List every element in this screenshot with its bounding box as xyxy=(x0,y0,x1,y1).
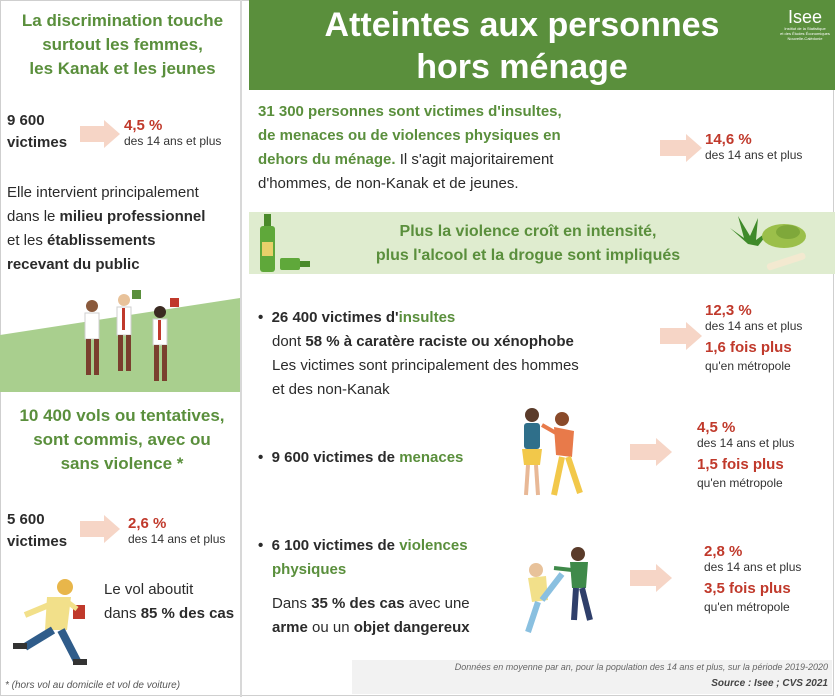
violences-bold: arme xyxy=(272,619,308,636)
violences-stats xyxy=(704,543,801,614)
source: Source : Isee ; CVS 2021 xyxy=(711,678,828,689)
menaces-stats xyxy=(697,419,794,490)
context-line: recevant du public xyxy=(7,256,140,273)
title-line: Atteintes aux personnes xyxy=(324,6,720,44)
intro-line: 31 300 personnes sont victimes d'insultes, xyxy=(258,103,562,120)
insultes-stats xyxy=(705,302,802,373)
intro-line: d'hommes, de non-Kanak et de jeunes. xyxy=(258,175,519,192)
logo-sub: Institut de la Statistique xyxy=(784,26,826,31)
discrim-title-line: La discrimination touche xyxy=(21,11,224,30)
menaces-illustration xyxy=(510,405,610,501)
logo-sub: Nouvelle-Calédonie xyxy=(787,36,823,41)
title-line: hors ménage xyxy=(416,48,628,86)
cannabis-leaf-icon xyxy=(728,214,808,274)
vols-victims-label: victimes xyxy=(7,533,68,550)
intro-green: dehors du ménage. xyxy=(258,151,396,168)
intro-pct-sub: des 14 ans et plus xyxy=(705,148,803,162)
context-line xyxy=(7,229,237,253)
insultes-fois-sub: qu'en métropole xyxy=(705,359,791,373)
menaces-fois: 1,5 fois plus xyxy=(697,456,784,473)
violences-line xyxy=(258,616,518,640)
context-bold: établissements xyxy=(47,232,156,249)
discrim-title-line: surtout les femmes, xyxy=(42,35,203,54)
violences-fois-sub: qu'en métropole xyxy=(704,600,790,614)
insultes-text: 26 400 victimes d' xyxy=(271,309,399,326)
violences-text: avec une xyxy=(404,595,470,612)
discrimination-title xyxy=(10,9,235,81)
insultes-line: Les victimes sont principalement des hommes xyxy=(272,357,579,374)
violences-line xyxy=(258,592,518,616)
context-text: et les xyxy=(7,232,48,249)
insultes-pct: 12,3 % xyxy=(705,302,752,319)
vol-aboutit-bold: 85 % des cas xyxy=(140,605,235,622)
vols-pct: 2,6 % xyxy=(128,515,167,532)
insultes-pct-sub: des 14 ans et plus xyxy=(705,319,803,333)
footnote: * (hors vol au domicile et vol de voiture) xyxy=(5,680,181,691)
violences-green: violences xyxy=(399,537,468,554)
insultes-fois: 1,6 fois plus xyxy=(705,339,792,356)
intro-rest: Il s'agit majoritairement xyxy=(395,151,554,168)
isee-logo xyxy=(780,8,830,41)
alcohol-line: plus l'alcool et la drogue sont impliqués xyxy=(375,247,681,264)
menaces-fois-sub: qu'en métropole xyxy=(697,476,783,490)
violences-block xyxy=(258,534,518,640)
vols-title-line: sont commis, avec ou xyxy=(33,430,211,449)
vol-aboutit-line: Le vol aboutit xyxy=(104,581,194,598)
intro-line xyxy=(258,148,658,172)
violences-text: Dans xyxy=(272,595,312,612)
insultes-text: dont xyxy=(272,333,306,350)
violences-bold: objet dangereux xyxy=(353,619,470,636)
alcohol-line: Plus la violence croît en intensité, xyxy=(399,223,657,240)
page-title xyxy=(252,4,792,88)
menaces-pct-sub: des 14 ans et plus xyxy=(697,436,795,450)
intro-line: de menaces ou de violences physiques en xyxy=(258,127,561,144)
running-thief-icon xyxy=(5,575,100,670)
violences-bold: 35 % des cas xyxy=(311,595,405,612)
context-line: Elle intervient principalement xyxy=(7,184,199,201)
menaces-pct: 4,5 % xyxy=(697,419,736,436)
vols-title-line: sans violence * xyxy=(60,454,184,473)
beer-bottle-icon xyxy=(258,214,313,274)
drug-illustration xyxy=(728,214,808,274)
intro-pct-block xyxy=(705,131,802,162)
vols-pct-block xyxy=(128,515,225,546)
vol-aboutit xyxy=(104,578,234,626)
violences-text: 6 100 victimes de xyxy=(271,537,400,554)
discrim-victims-label: victimes xyxy=(7,134,68,151)
insultes-bold: 58 % à caratère raciste ou xénophobe xyxy=(305,333,574,350)
discrimination-illustration xyxy=(0,290,240,392)
violences-fois: 3,5 fois plus xyxy=(704,580,791,597)
fighting-people-icon xyxy=(518,540,613,640)
discrim-context xyxy=(7,181,237,277)
insultes-block xyxy=(258,306,678,402)
discrim-pct-sub: des 14 ans et plus xyxy=(124,134,222,148)
insultes-line: et des non-Kanak xyxy=(272,381,390,398)
vols-title xyxy=(6,404,238,476)
threatening-people-icon xyxy=(510,405,610,501)
violences-line: • 6 100 victimes de violences xyxy=(258,537,468,554)
violences-pct-sub: des 14 ans et plus xyxy=(704,560,802,574)
discrim-pct: 4,5 % xyxy=(124,117,163,134)
intro-text xyxy=(258,100,658,196)
thief-illustration xyxy=(5,575,100,670)
vols-pct-sub: des 14 ans et plus xyxy=(128,532,226,546)
discrim-title-line: les Kanak et les jeunes xyxy=(29,59,216,78)
discrim-pct-block xyxy=(124,117,221,148)
beer-illustration xyxy=(258,214,313,274)
vols-title-line: 10 400 vols ou tentatives, xyxy=(19,406,225,425)
insultes-green: insultes xyxy=(398,309,456,326)
source-note: Données en moyenne par an, pour la population des 14 ans et plus, sur la période 2019-2020 xyxy=(454,662,828,672)
menaces-text: 9 600 victimes de xyxy=(271,449,400,466)
insultes-line: • 26 400 victimes d'insultes xyxy=(258,309,456,326)
alcohol-title xyxy=(318,220,738,268)
vols-victims-count: 5 600 xyxy=(7,511,45,528)
discrim-victims-count: 9 600 xyxy=(7,112,45,129)
vol-aboutit-text: dans xyxy=(104,605,141,622)
violences-illustration xyxy=(518,540,613,640)
business-people-icon xyxy=(0,290,240,392)
violences-pct: 2,8 % xyxy=(704,543,743,560)
insultes-line xyxy=(258,330,678,354)
context-text: dans le xyxy=(7,208,60,225)
logo-sub: et des Études Économiques xyxy=(780,31,830,36)
context-line xyxy=(7,205,237,229)
vol-aboutit-line xyxy=(104,602,234,626)
vols-victims xyxy=(7,509,67,553)
discrim-victims xyxy=(7,110,67,154)
violences-line: physiques xyxy=(272,561,347,578)
violences-text: ou un xyxy=(307,619,354,636)
logo-name: Isee xyxy=(787,7,823,27)
intro-pct: 14,6 % xyxy=(705,131,752,148)
column-divider xyxy=(240,0,242,697)
menaces-line: • 9 600 victimes de menaces xyxy=(258,449,464,466)
menaces-green: menaces xyxy=(399,449,464,466)
context-bold: milieu professionnel xyxy=(59,208,206,225)
